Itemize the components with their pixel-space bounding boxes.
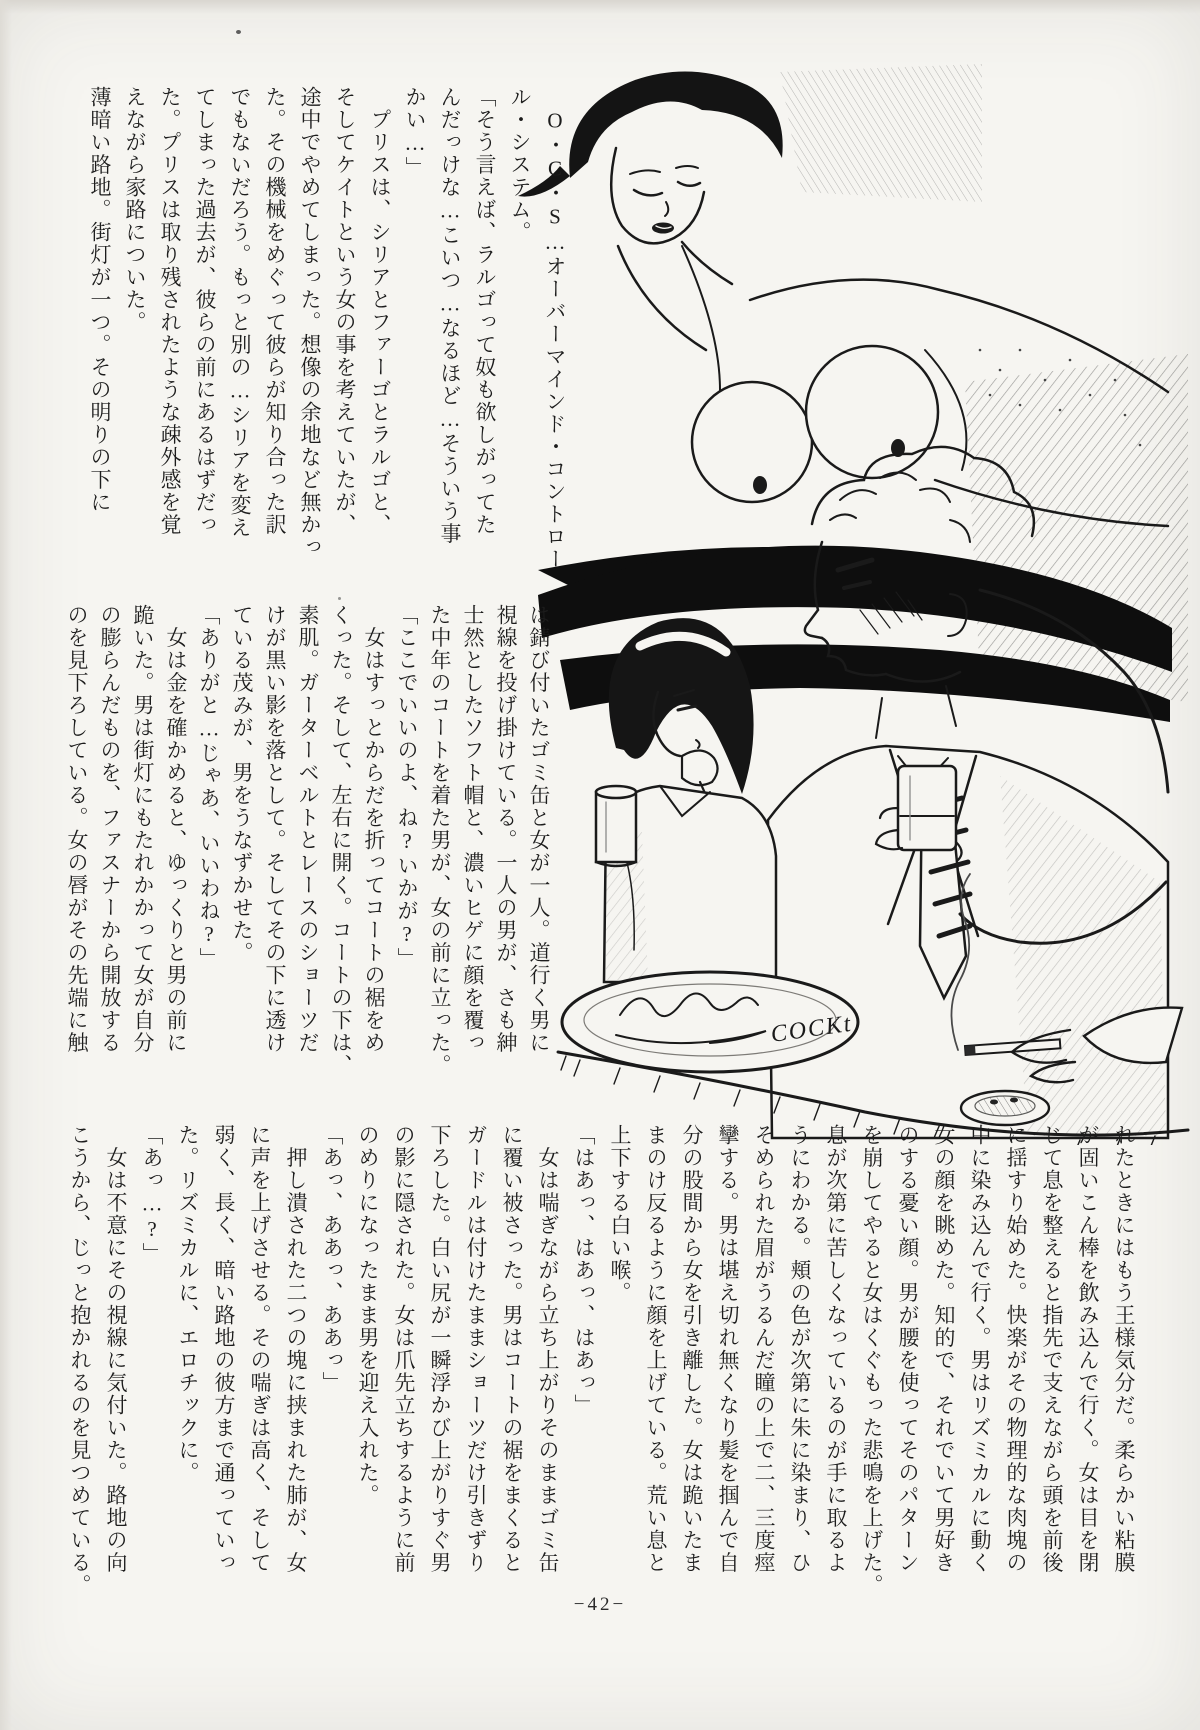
text-column: 女は金を確かめると、ゆっくりと男の前に <box>164 604 188 1054</box>
text-column: じて息を整えると指先で支えながら頭を前後 <box>1040 1124 1064 1574</box>
text-column: のする憂い顔。男が腰を使ってそのパターン <box>896 1124 920 1574</box>
text-column: でもないだろう。もっと別の…シリアを変え <box>228 86 252 539</box>
text-column: そめられた眉がうるんだ瞳の上で二、三度痙 <box>752 1124 776 1574</box>
text-column: 「はあっ、はあっ、はあっ」 <box>572 1124 596 1417</box>
tall-glass <box>596 792 636 862</box>
text-column: くった。そして、左右に開く。コートの下は、 <box>329 604 353 1077</box>
girl-eye <box>678 706 696 710</box>
woman-breast-left <box>692 382 812 502</box>
text-column: 視線を投げ掛けている。一人の男が、さも紳 <box>494 604 518 1054</box>
text-column: んだっけな…こいつ…なるほど…そういう事 <box>438 86 462 545</box>
text-column: 素肌。ガーターベルトとレースのショーツだ <box>296 604 320 1054</box>
text-column: れたときにはもう王様気分だ。柔らかい粘膜 <box>1112 1124 1136 1574</box>
text-column: 女はすっとからだを折ってコートの裾をめ <box>362 604 386 1054</box>
girl-hand <box>682 750 718 785</box>
text-block-bottom <box>62 1124 1142 1600</box>
text-column: に声を上げさせる。その喘ぎは高く、そして <box>248 1124 272 1574</box>
text-column: ている茂みが、男をうなずかせた。 <box>230 604 254 964</box>
text-column: は錆び付いたゴミ缶と女が一人。道行く男に <box>527 604 551 1054</box>
woman-hair <box>569 71 782 178</box>
woman-breast-right <box>806 346 938 478</box>
text-column: た中年のコートを着た男が、女の前に立った。 <box>428 604 452 1077</box>
text-column: O・C・S…オーバーマインド・コントロー <box>543 86 567 571</box>
text-column: 跪いた。男は街灯にもたれかかって女が自分 <box>131 604 155 1054</box>
text-column: 上下する白い喉。 <box>608 1124 632 1304</box>
woman-eye-left <box>634 190 662 195</box>
text-column: た。リズミカルに、エロチックに。 <box>176 1124 200 1484</box>
text-column: 女の顔を眺めた。知的で、それでいて男好き <box>932 1124 956 1574</box>
text-column: た。その機械をめぐって彼らが知り合った訳 <box>263 86 287 536</box>
text-column: が固いこん棒を飲み込んで行く。女は目を閉 <box>1076 1124 1100 1574</box>
text-column: の影に隠された。女は爪先立ちするように前 <box>392 1124 416 1574</box>
woman-eye-right <box>678 182 700 186</box>
text-column: に揺すり始めた。快楽がその物理的な肉塊の <box>1004 1124 1028 1574</box>
text-column: 「そう言えば、ラルゴって奴も欲しがってた <box>473 86 497 536</box>
page-number: −42− <box>573 1594 627 1615</box>
text-block-middle <box>60 604 555 1090</box>
text-column: 士然としたソフト帽と、濃いヒゲに顔を覆っ <box>461 604 485 1054</box>
text-column: に覆い被さった。男はコートの裾をまくると <box>500 1124 524 1574</box>
plate-label: COCKt <box>769 1010 855 1048</box>
text-column: 薄暗い路地。街灯が一つ。その明りの下に <box>88 86 112 514</box>
text-column: うにわかる。頬の色が次第に朱に染まり、ひ <box>788 1124 812 1574</box>
text-column: 女は不意にその視線に気付いた。路地の向 <box>104 1124 128 1574</box>
whisky-glass <box>898 766 956 850</box>
scan-speck <box>338 597 341 600</box>
text-column: そしてケイトという女の事を考えていたが、 <box>333 86 357 536</box>
text-column: 息が次第に苦しくなっているのが手に取るよ <box>824 1124 848 1574</box>
text-column: まのけ反るように顔を上げている。荒い息と <box>644 1124 668 1574</box>
scan-speck <box>236 30 241 34</box>
text-column: 「ここでいいのよ、ね?いかが?」 <box>395 604 419 970</box>
text-column: てしまった過去が、彼らの前にあるはずだっ <box>193 86 217 536</box>
text-column: た。プリスは取り残されたような疎外感を覚 <box>158 86 182 536</box>
text-column: 中に染み込んで行く。男はリズミカルに動く <box>968 1124 992 1574</box>
text-column: のめりになったまま男を迎え入れた。 <box>356 1124 380 1507</box>
text-column: こうから、じっと抱かれるのを見つめている。 <box>68 1124 92 1597</box>
text-column: のを見下ろしている。女の唇がその先端に触 <box>65 604 89 1054</box>
text-column: けが黒い影を落として。そしてその下に透け <box>263 604 287 1054</box>
text-column: かい…」 <box>403 86 427 179</box>
text-column: の膨らんだものを、ファスナーから開放する <box>98 604 122 1054</box>
text-column: 「あっ、ああっ、ああっ」 <box>320 1124 344 1394</box>
text-column: えながら家路についた。 <box>123 86 147 334</box>
text-block-top <box>82 86 572 572</box>
text-column: 分の股間から女を引き離した。女は跪いたま <box>680 1124 704 1574</box>
text-column: 下ろした。白い尻が一瞬浮かび上がりすぐ男 <box>428 1124 452 1574</box>
text-column: ル・システム。 <box>508 86 532 244</box>
text-column: 攣する。男は堪え切れ無くなり髪を掴んで自 <box>716 1124 740 1574</box>
tone-hatch-top <box>780 64 982 202</box>
text-column: 「あっ…?」 <box>140 1124 164 1265</box>
text-column: 途中でやめてしまった。想像の余地など無かっ <box>298 86 322 559</box>
text-column: 押し潰された二つの塊に挟まれた肺が、女 <box>284 1124 308 1574</box>
text-column: 「ありがと…じゃあ、いいわね?」 <box>197 604 221 970</box>
text-column: ガードルは付けたままショーツだけ引きずり <box>464 1124 488 1574</box>
text-column: プリスは、シリアとファーゴとラルゴと、 <box>368 86 392 536</box>
text-column: を崩してやると女はくぐもった悲鳴を上げた。 <box>860 1124 884 1597</box>
text-column: 女は喘ぎながら立ち上がりそのままゴミ缶 <box>536 1124 560 1574</box>
text-column: 弱く、長く、暗い路地の彼方まで通っていっ <box>212 1124 236 1574</box>
